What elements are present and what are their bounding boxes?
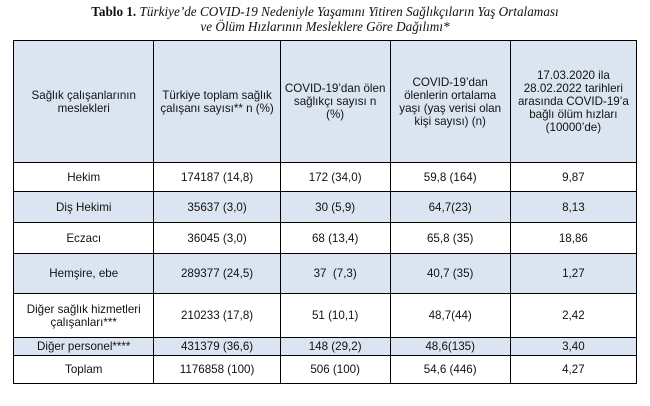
- cell-deaths: 148 (29,2): [280, 338, 390, 356]
- cell-deaths: 172 (34,0): [280, 163, 390, 192]
- cell-deaths: 506 (100): [280, 356, 390, 384]
- cell-rate: 2,42: [510, 294, 636, 338]
- cell-profession: Diş Hekimi: [14, 192, 154, 223]
- cell-rate: 4,27: [510, 356, 636, 384]
- cell-profession: Eczacı: [14, 223, 154, 254]
- cell-profession: Hemşire, ebe: [14, 254, 154, 294]
- cell-profession: Diğer personel****: [14, 338, 154, 356]
- cell-total: 210233 (17,8): [154, 294, 280, 338]
- data-table: [13, 40, 637, 384]
- table-row: [14, 294, 637, 338]
- cell-total: 35637 (3,0): [154, 192, 280, 223]
- cell-age: 48,7(44): [390, 294, 510, 338]
- caption-line-1: [0, 4, 650, 19]
- cell-total: 431379 (36,6): [154, 338, 280, 356]
- cell-age: 54,6 (446): [390, 356, 510, 384]
- table-row: [14, 356, 637, 384]
- cell-deaths: 30 (5,9): [280, 192, 390, 223]
- table-row: [14, 223, 637, 254]
- header-mean-age: COVID-19’dan ölenlerin ortalama yaşı (yaş verisi olan kişi sayısı) (n): [390, 41, 510, 163]
- cell-deaths: 68 (13,4): [280, 223, 390, 254]
- table-caption: [0, 0, 650, 34]
- cell-rate: 9,87: [510, 163, 636, 192]
- cell-deaths: 37 (7,3): [280, 254, 390, 294]
- cell-age: 65,8 (35): [390, 223, 510, 254]
- caption-lead: Tablo 1.: [91, 4, 137, 19]
- table-row: [14, 192, 637, 223]
- cell-profession: Diğer sağlık hizmetleri çalışanları***: [14, 294, 154, 338]
- header-row: [14, 41, 637, 163]
- caption-text-1: Türkiye’de COVID-19 Nedeniyle Yaşamını Yitiren Sağlıkçıların Yaş Ortalaması: [139, 4, 559, 19]
- table-row: [14, 254, 637, 294]
- cell-age: 64,7(23): [390, 192, 510, 223]
- caption-line-2: ve Ölüm Hızlarının Mesleklere Göre Dağılımı*: [200, 19, 450, 34]
- header-death-rate: 17.03.2020 ila 28.02.2022 tarihleri arasında COVID-19’a bağlı ölüm hızları (10000’de): [510, 41, 636, 163]
- cell-age: 40,7 (35): [390, 254, 510, 294]
- cell-rate: 3,40: [510, 338, 636, 356]
- cell-age: 59,8 (164): [390, 163, 510, 192]
- header-profession: Sağlık çalışanlarının meslekleri: [14, 41, 154, 163]
- cell-total: 36045 (3,0): [154, 223, 280, 254]
- header-deaths: COVID-19’dan ölen sağlıkçı sayısı n (%): [280, 41, 390, 163]
- cell-total: 1176858 (100): [154, 356, 280, 384]
- cell-total: 174187 (14,8): [154, 163, 280, 192]
- cell-rate: 8,13: [510, 192, 636, 223]
- header-total-workers: Türkiye toplam sağlık çalışanı sayısı** n (%): [154, 41, 280, 163]
- cell-total: 289377 (24,5): [154, 254, 280, 294]
- cell-rate: 18,86: [510, 223, 636, 254]
- cell-profession: Toplam: [14, 356, 154, 384]
- cell-age: 48,6(135): [390, 338, 510, 356]
- cell-rate: 1,27: [510, 254, 636, 294]
- cell-deaths: 51 (10,1): [280, 294, 390, 338]
- table-row: [14, 163, 637, 192]
- table-row: [14, 338, 637, 356]
- cell-profession: Hekim: [14, 163, 154, 192]
